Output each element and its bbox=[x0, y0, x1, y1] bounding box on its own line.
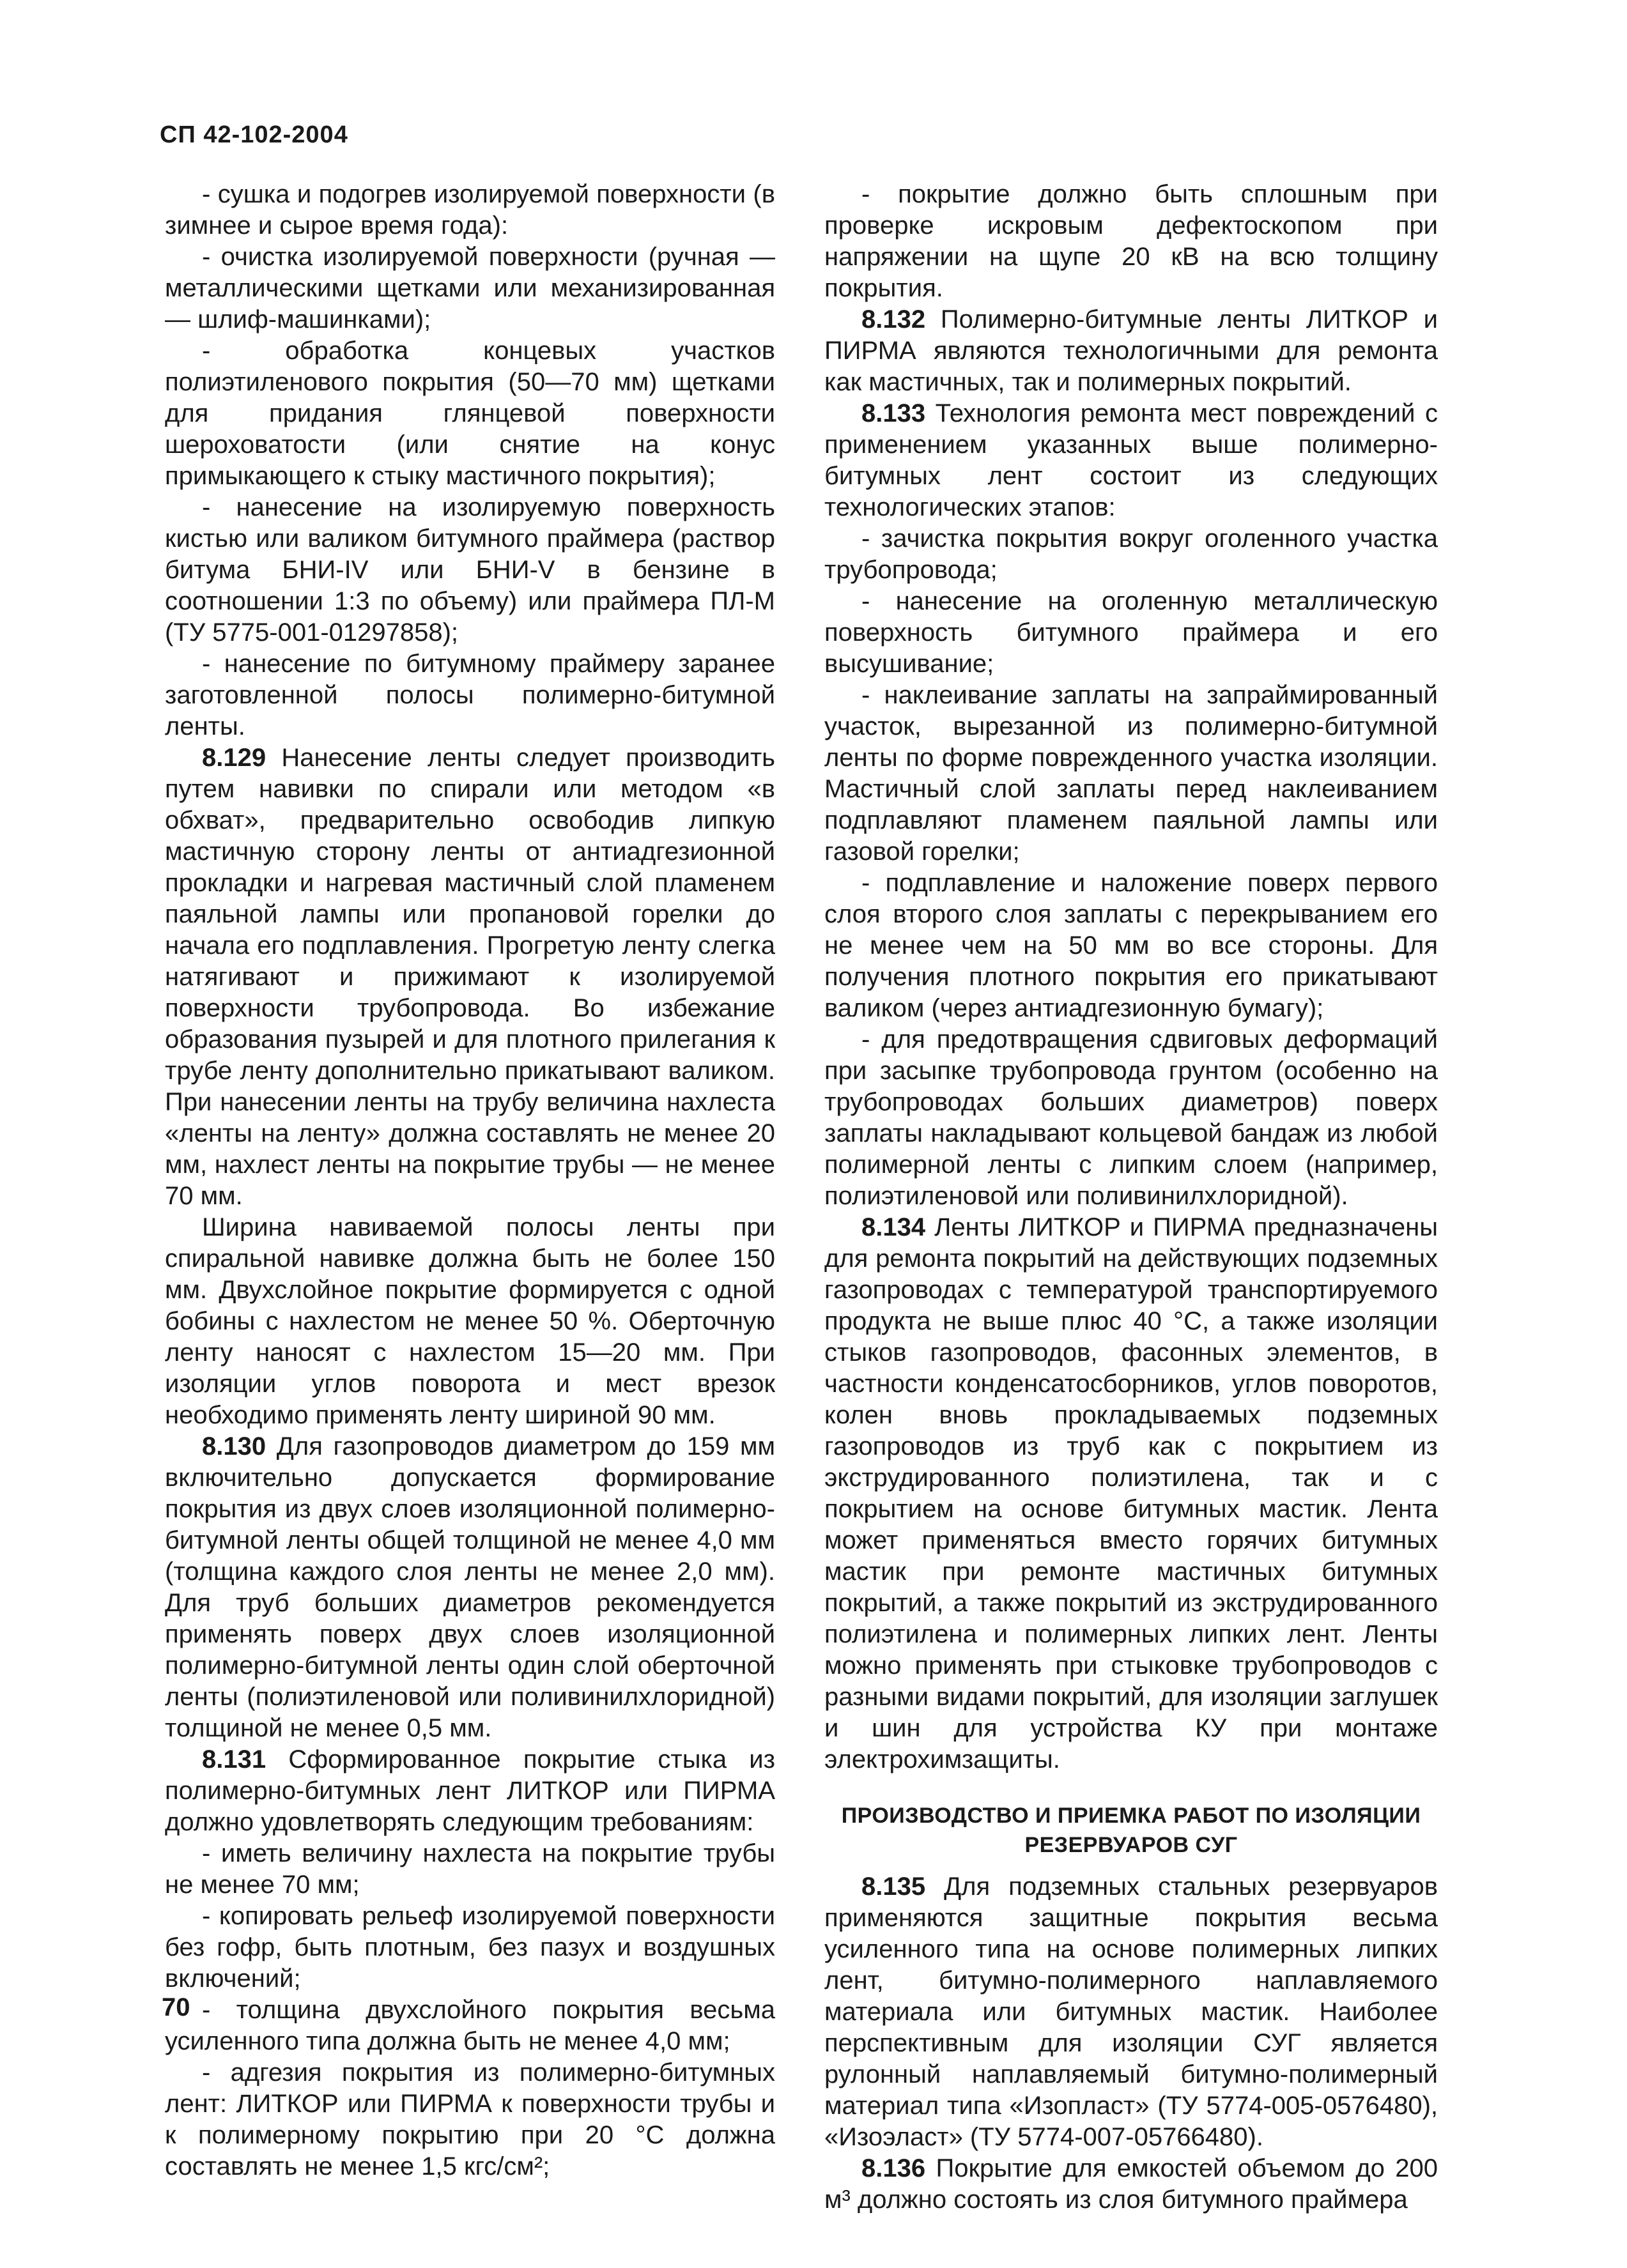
paragraph: - подплавление и наложение поверх первого слоя второго слоя заплаты с перекрыванием его не менее чем на 50 мм во все стороны. Для получения плотного покрытия его прикатывают валиком (через антиадгезионную бумагу); bbox=[824, 869, 1438, 1022]
clause-number: 8.130 bbox=[202, 1432, 266, 1460]
clause-text: Покрытие для емкостей объемом до 200 м³ должно состоять из слоя битумного праймера bbox=[824, 2154, 1438, 2214]
clause-text: Для подземных стальных резервуаров применяются защитные покрытия весьма усиленного типа на основе полимерных липких лент, битумно-полимерного наплавляемого материала или битумных мастик. Наиболее перспективным для изоляции СУГ является рулонный наплавляемый битумно-полимерный материал типа «Изопласт» (ТУ 5774-005-0576480), «Изоэласт» (ТУ 5774-007-05766480). bbox=[824, 1873, 1438, 2151]
clause-paragraph bbox=[824, 1871, 1438, 2153]
clause-number: 8.136 bbox=[861, 2154, 926, 2182]
clause-paragraph bbox=[824, 2153, 1438, 2216]
paragraph: - адгезия покрытия из полимерно-битумных лент: ЛИТКОР или ПИРМА к поверхности трубы и к полимерному покрытию при 20 °С должна составлять не менее 1,5 кгс/см²; bbox=[165, 2058, 775, 2180]
clause-number: 8.131 bbox=[202, 1745, 266, 1774]
paragraph: - для предотвращения сдвиговых деформаций при засыпке трубопровода грунтом (особенно на трубопроводах больших диаметров) поверх заплаты накладывают кольцевой бандаж из любой полимерной ленты с липким слоем (например, полиэтиленовой или поливинилхлоридной). bbox=[824, 1025, 1438, 1210]
paragraph: - иметь величину нахлеста на покрытие трубы не менее 70 мм; bbox=[165, 1839, 775, 1899]
page-number: 70 bbox=[162, 1993, 190, 2021]
paragraph: - покрытие должно быть сплошным при проверке искровым дефектоскопом при напряжении на щупе 20 кВ на всю толщину покрытия. bbox=[824, 180, 1438, 302]
clause-text: Полимерно-битумные ленты ЛИТКОР и ПИРМА являются технологичными для ремонта как мастичных, так и полимерных покрытий. bbox=[824, 305, 1438, 396]
paragraph: - наклеивание заплаты на запраймированный участок, вырезанной из полимерно-битумной ленты по форме поврежденного участка изоляции. Мастичный слой заплаты перед наклеиванием подплавляют пламенем паяльной лампы или газовой горелки; bbox=[824, 681, 1438, 866]
clause-text: Ленты ЛИТКОР и ПИРМА предназначены для ремонта покрытий на действующих подземных газопроводах с температурой транспортируемого продукта не выше плюс 40 °С, а также изоляции стыков газопроводов, фасонных элементов, в частности конденсатосборников, углов поворотов, колен вновь прокладываемых подземных газопроводов из труб как с покрытием из экструдированного полиэтилена, так и с покрытием на основе битумных мастик. Лента может применяться вместо горячих битумных мастик при ремонте мастичных битумных покрытий, а также покрытий из экструдированного полиэтилена и полимерных липких лент. Ленты можно применять при стыковке трубопроводов с разными видами покрытий, для изоляции заглушек и шин для устройства КУ при монтаже электрохимзащиты. bbox=[824, 1213, 1438, 1774]
section-heading: ПРОИЗВОДСТВО И ПРИЕМКА РАБОТ ПО ИЗОЛЯЦИИ РЕЗЕРВУАРОВ СУГ bbox=[841, 1804, 1421, 1857]
clause-paragraph bbox=[824, 1212, 1438, 1775]
paragraph: - нанесение на изолируемую поверхность кистью или валиком битумного праймера (раствор битума БНИ-IV или БНИ-V в бензине в соотношении 1:3 по объему) или праймера ПЛ-М (ТУ 5775-001-01297858); bbox=[165, 493, 775, 647]
paragraph: - толщина двухслойного покрытия весьма усиленного типа должна быть не менее 4,0 мм; bbox=[165, 1996, 775, 2055]
paragraph: - сушка и подогрев изолируемой поверхности (в зимнее и сырое время года): bbox=[165, 180, 775, 240]
clause-number: 8.129 bbox=[202, 744, 266, 772]
paragraph: Ширина навиваемой полосы ленты при спиральной навивке должна быть не более 150 мм. Двухслойное покрытие формируется с одной бобины с нахлестом не менее 50 %. Оберточную ленту наносят с нахлестом 15—20 мм. При изоляции углов поворота и мест врезок необходимо применять ленту шириной 90 мм. bbox=[165, 1213, 775, 1429]
clause-text: Нанесение ленты следует производить путем навивки по спирали или методом «в обхват», предварительно освободив липкую мастичную сторону ленты от антиадгезионной прокладки и нагревая мастичный слой пламенем паяльной лампы или пропановой горелки до начала его подплавления. Прогретую ленту слегка натягивают и прижимают к изолируемой поверхности трубопровода. Во избежание образования пузырей и для плотного прилегания к трубе ленту дополнительно прикатывают валиком. При нанесении ленты на трубу величина нахлеста «ленты на ленту» должна составлять не менее 20 мм, нахлест ленты на покрытие трубы — не менее 70 мм. bbox=[165, 744, 775, 1210]
clause-paragraph bbox=[165, 1744, 775, 1838]
document-header: СП 42-102-2004 bbox=[160, 121, 348, 148]
clause-number: 8.134 bbox=[861, 1213, 926, 1241]
clause-text: Для газопроводов диаметром до 159 мм включительно допускается формирование покрытия из двух слоев изоляционной полимерно-битумной ленты общей толщиной не менее 4,0 мм (толщина каждого слоя ленты не менее 2,0 мм). Для труб больших диаметров рекомендуется применять поверх двух слоев изоляционной полимерно-битумной ленты один слой оберточной ленты (полиэтиленовой или поливинилхлоридной) толщиной не менее 0,5 мм. bbox=[165, 1432, 775, 1742]
clause-number: 8.133 bbox=[861, 399, 926, 427]
paragraph: - очистка изолируемой поверхности (ручная — металлическими щетками или механизированная — шлиф-машинками); bbox=[165, 243, 775, 333]
paragraph: - обработка концевых участков полиэтиленового покрытия (50—70 мм) щетками для придания глянцевой поверхности шероховатости (или снятие на конус примыкающего к стыку мастичного покрытия); bbox=[165, 337, 775, 490]
left-column bbox=[165, 179, 775, 2182]
clause-paragraph bbox=[165, 742, 775, 1212]
paragraph: - нанесение на оголенную металлическую поверхность битумного праймера и его высушивание; bbox=[824, 587, 1438, 678]
clause-text: Сформированное покрытие стыка из полимерно-битумных лент ЛИТКОР или ПИРМА должно удовлетворять следующим требованиям: bbox=[165, 1745, 775, 1836]
clause-paragraph bbox=[165, 1431, 775, 1744]
clause-paragraph bbox=[824, 398, 1438, 523]
paragraph: - зачистка покрытия вокруг оголенного участка трубопровода; bbox=[824, 525, 1438, 584]
right-column bbox=[824, 179, 1438, 2216]
clause-number: 8.132 bbox=[861, 305, 926, 333]
clause-number: 8.135 bbox=[861, 1873, 926, 1901]
paragraph: - копировать рельеф изолируемой поверхности без гофр, быть плотным, без пазух и воздушных включений; bbox=[165, 1902, 775, 1993]
paragraph: - нанесение по битумному праймеру заранее заготовленной полосы полимерно-битумной ленты. bbox=[165, 650, 775, 740]
clause-text: Технология ремонта мест повреждений с применением указанных выше полимерно-битумных лент состоит из следующих технологических этапов: bbox=[824, 399, 1438, 521]
clause-paragraph bbox=[824, 304, 1438, 398]
